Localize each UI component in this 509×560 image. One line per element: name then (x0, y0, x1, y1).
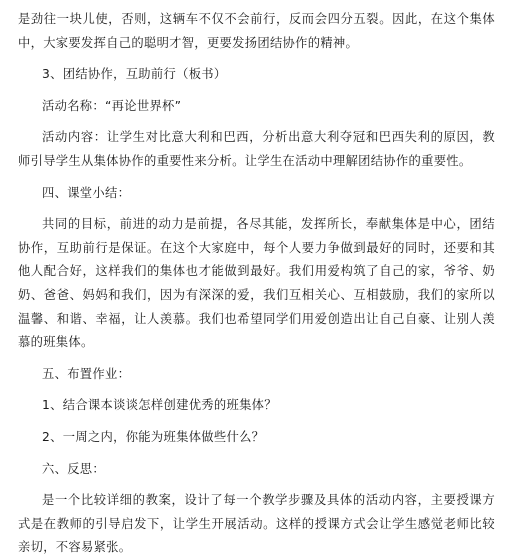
section-heading-summary: 四、课堂小结： (42, 185, 131, 200)
section-heading-homework: 五、布置作业： (42, 366, 131, 381)
paragraph-intro: 是劲往一块儿使，否则，这辆车不仅不会前行，反而会四分五裂。因此，在这个集体中，大家要发挥自己的聪明才智，更要发扬团结协作的精神。 (18, 12, 495, 50)
paragraph-summary: 共同的目标，前进的动力是前提，各尽其能，发挥所长，奉献集体是中心，团结协作，互助前行是保证。在这个大家庭中，每个人要力争做到最好的同时，还要和其他人配合好，这样我们的集体也才能做到最好。我们用爱构筑了自己的家，爷爷、奶奶、爸爸、妈妈和我们，因为有深深的爱，我们互相关心、互相鼓励，我们的家所以温馨、和谐、幸福，让人羡慕。我们也希望同学们用爱创造出让自己自豪、让别人羡慕的班集体。 (18, 217, 495, 350)
homework-item-1: 1、结合课本谈谈怎样创建优秀的班集体？ (42, 398, 277, 413)
paragraph-reflection: 是一个比较详细的教案，设计了每一个教学步骤及具体的活动内容，主要授课方式是在教师的引导启发下，让学生开展活动。这样的授课方式会让学生感觉老师比较亲切，不容易紧张。 (18, 493, 495, 555)
section-heading-reflection: 六、反思： (42, 461, 105, 476)
homework-item-2: 2、一周之内，你能为班集体做些什么？ (42, 429, 265, 444)
paragraph-activity-name: 活动名称：“再论世界杯” (42, 98, 182, 113)
paragraph-activity-content: 活动内容：让学生对比意大利和巴西，分析出意大利夺冠和巴西失利的原因，教师引导学生从集体协作的重要性来分析。让学生在活动中理解团结协作的重要性。 (18, 130, 495, 168)
paragraph-heading-cooperation: 3、团结协作，互助前行（板书） (42, 67, 227, 82)
